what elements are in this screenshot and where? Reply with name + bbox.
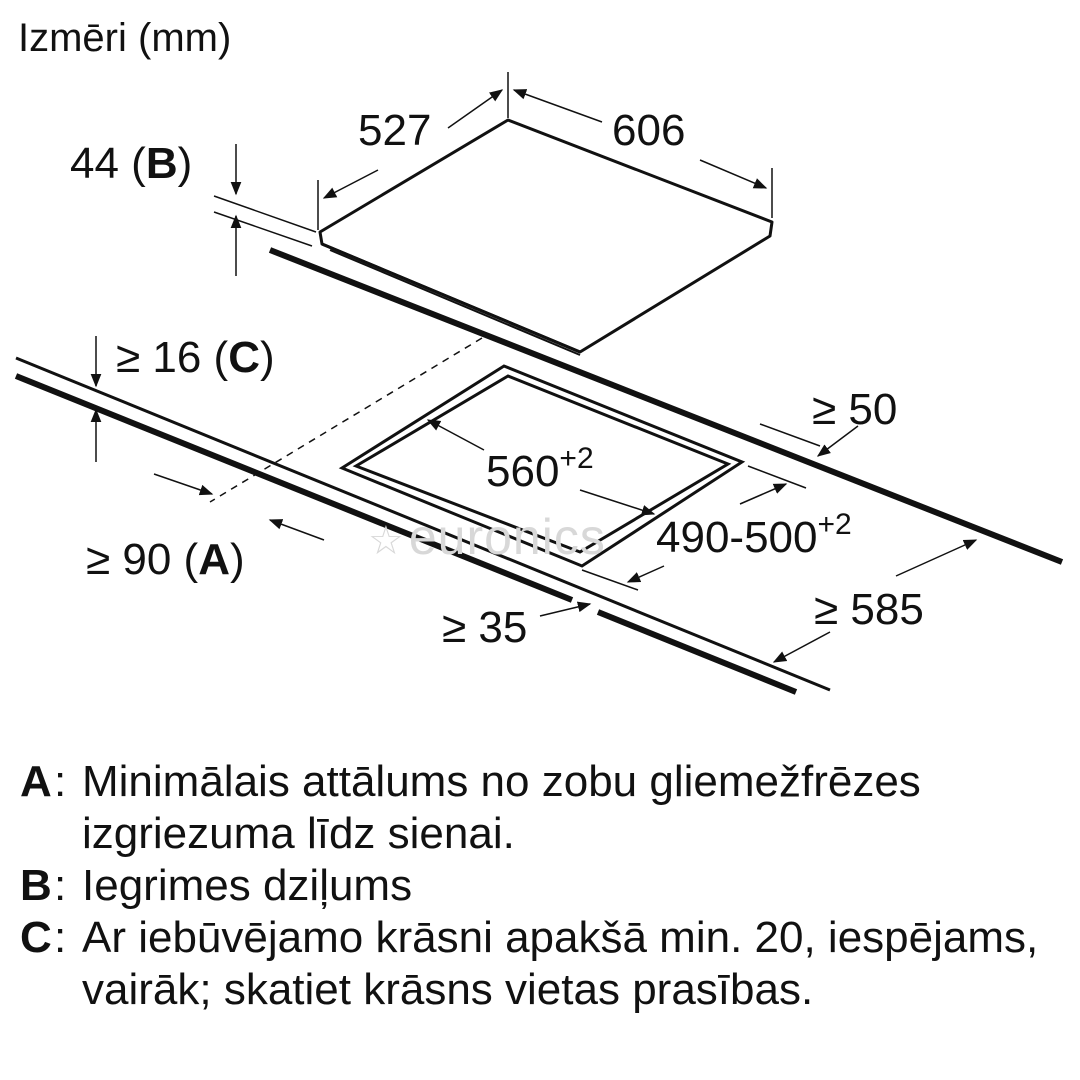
dim-16-ref: C xyxy=(228,333,260,382)
dim-35-label: ≥ 35 xyxy=(442,603,528,652)
dim-90-value: ≥ 90 xyxy=(86,535,172,584)
legend-item-c: C : Ar iebūvējamo krāsni apakšā min. 20, iespējams, vairāk; skatiet krāsns vietas prasības. xyxy=(20,912,1070,1016)
dim-44-ref: B xyxy=(145,139,178,188)
legend-text: Ar iebūvējamo krāsni apakšā min. 20, iespējams, vairāk; skatiet krāsns vietas prasības. xyxy=(82,913,1039,1014)
legend-key: A xyxy=(20,757,52,806)
legend-item-a: A : Minimālais attālums no zobu gliemežfrēzes izgriezuma līdz sienai. xyxy=(20,756,1070,860)
legend xyxy=(20,756,1070,1016)
svg-text:560+2 xyxy=(486,442,594,496)
dim-560-value: 560 xyxy=(486,447,560,496)
dimension-35 xyxy=(442,603,590,652)
svg-text:490-500+2 xyxy=(656,508,852,562)
dimension-90-a xyxy=(86,474,324,584)
legend-item-b: B : Iegrimes dziļums xyxy=(20,860,1070,912)
dim-585-label: ≥ 585 xyxy=(814,585,924,634)
hob-outline xyxy=(320,120,772,355)
dim-606-label: 606 xyxy=(612,106,686,155)
dim-16-value: ≥ 16 xyxy=(116,333,202,382)
dim-490-tol: +2 xyxy=(817,508,852,541)
svg-text:44 (B): 44 (B) xyxy=(70,139,193,188)
diagram-title: Izmēri (mm) xyxy=(18,16,232,60)
svg-text:≥ 16 (C): ≥ 16 (C) xyxy=(116,333,275,382)
svg-text:≥ 90 (A): ≥ 90 (A) xyxy=(86,535,245,584)
legend-key: B xyxy=(20,861,52,910)
star-icon: ☆ xyxy=(368,519,405,563)
dim-50-label: ≥ 50 xyxy=(812,385,898,434)
dimension-560 xyxy=(428,420,654,514)
dimension-50 xyxy=(760,385,897,456)
legend-text: Minimālais attālums no zobu gliemežfrēzes izgriezuma līdz sienai. xyxy=(82,757,921,858)
legend-text: Iegrimes dziļums xyxy=(82,861,413,910)
watermark-text: euronics xyxy=(408,509,606,565)
dim-44-value: 44 xyxy=(70,139,119,188)
legend-key: C xyxy=(20,913,52,962)
dim-527-label: 527 xyxy=(358,106,432,155)
dim-90-ref: A xyxy=(198,535,230,584)
watermark xyxy=(368,508,606,566)
dim-560-tol: +2 xyxy=(559,442,594,475)
dim-490-value: 490-500 xyxy=(656,513,818,562)
